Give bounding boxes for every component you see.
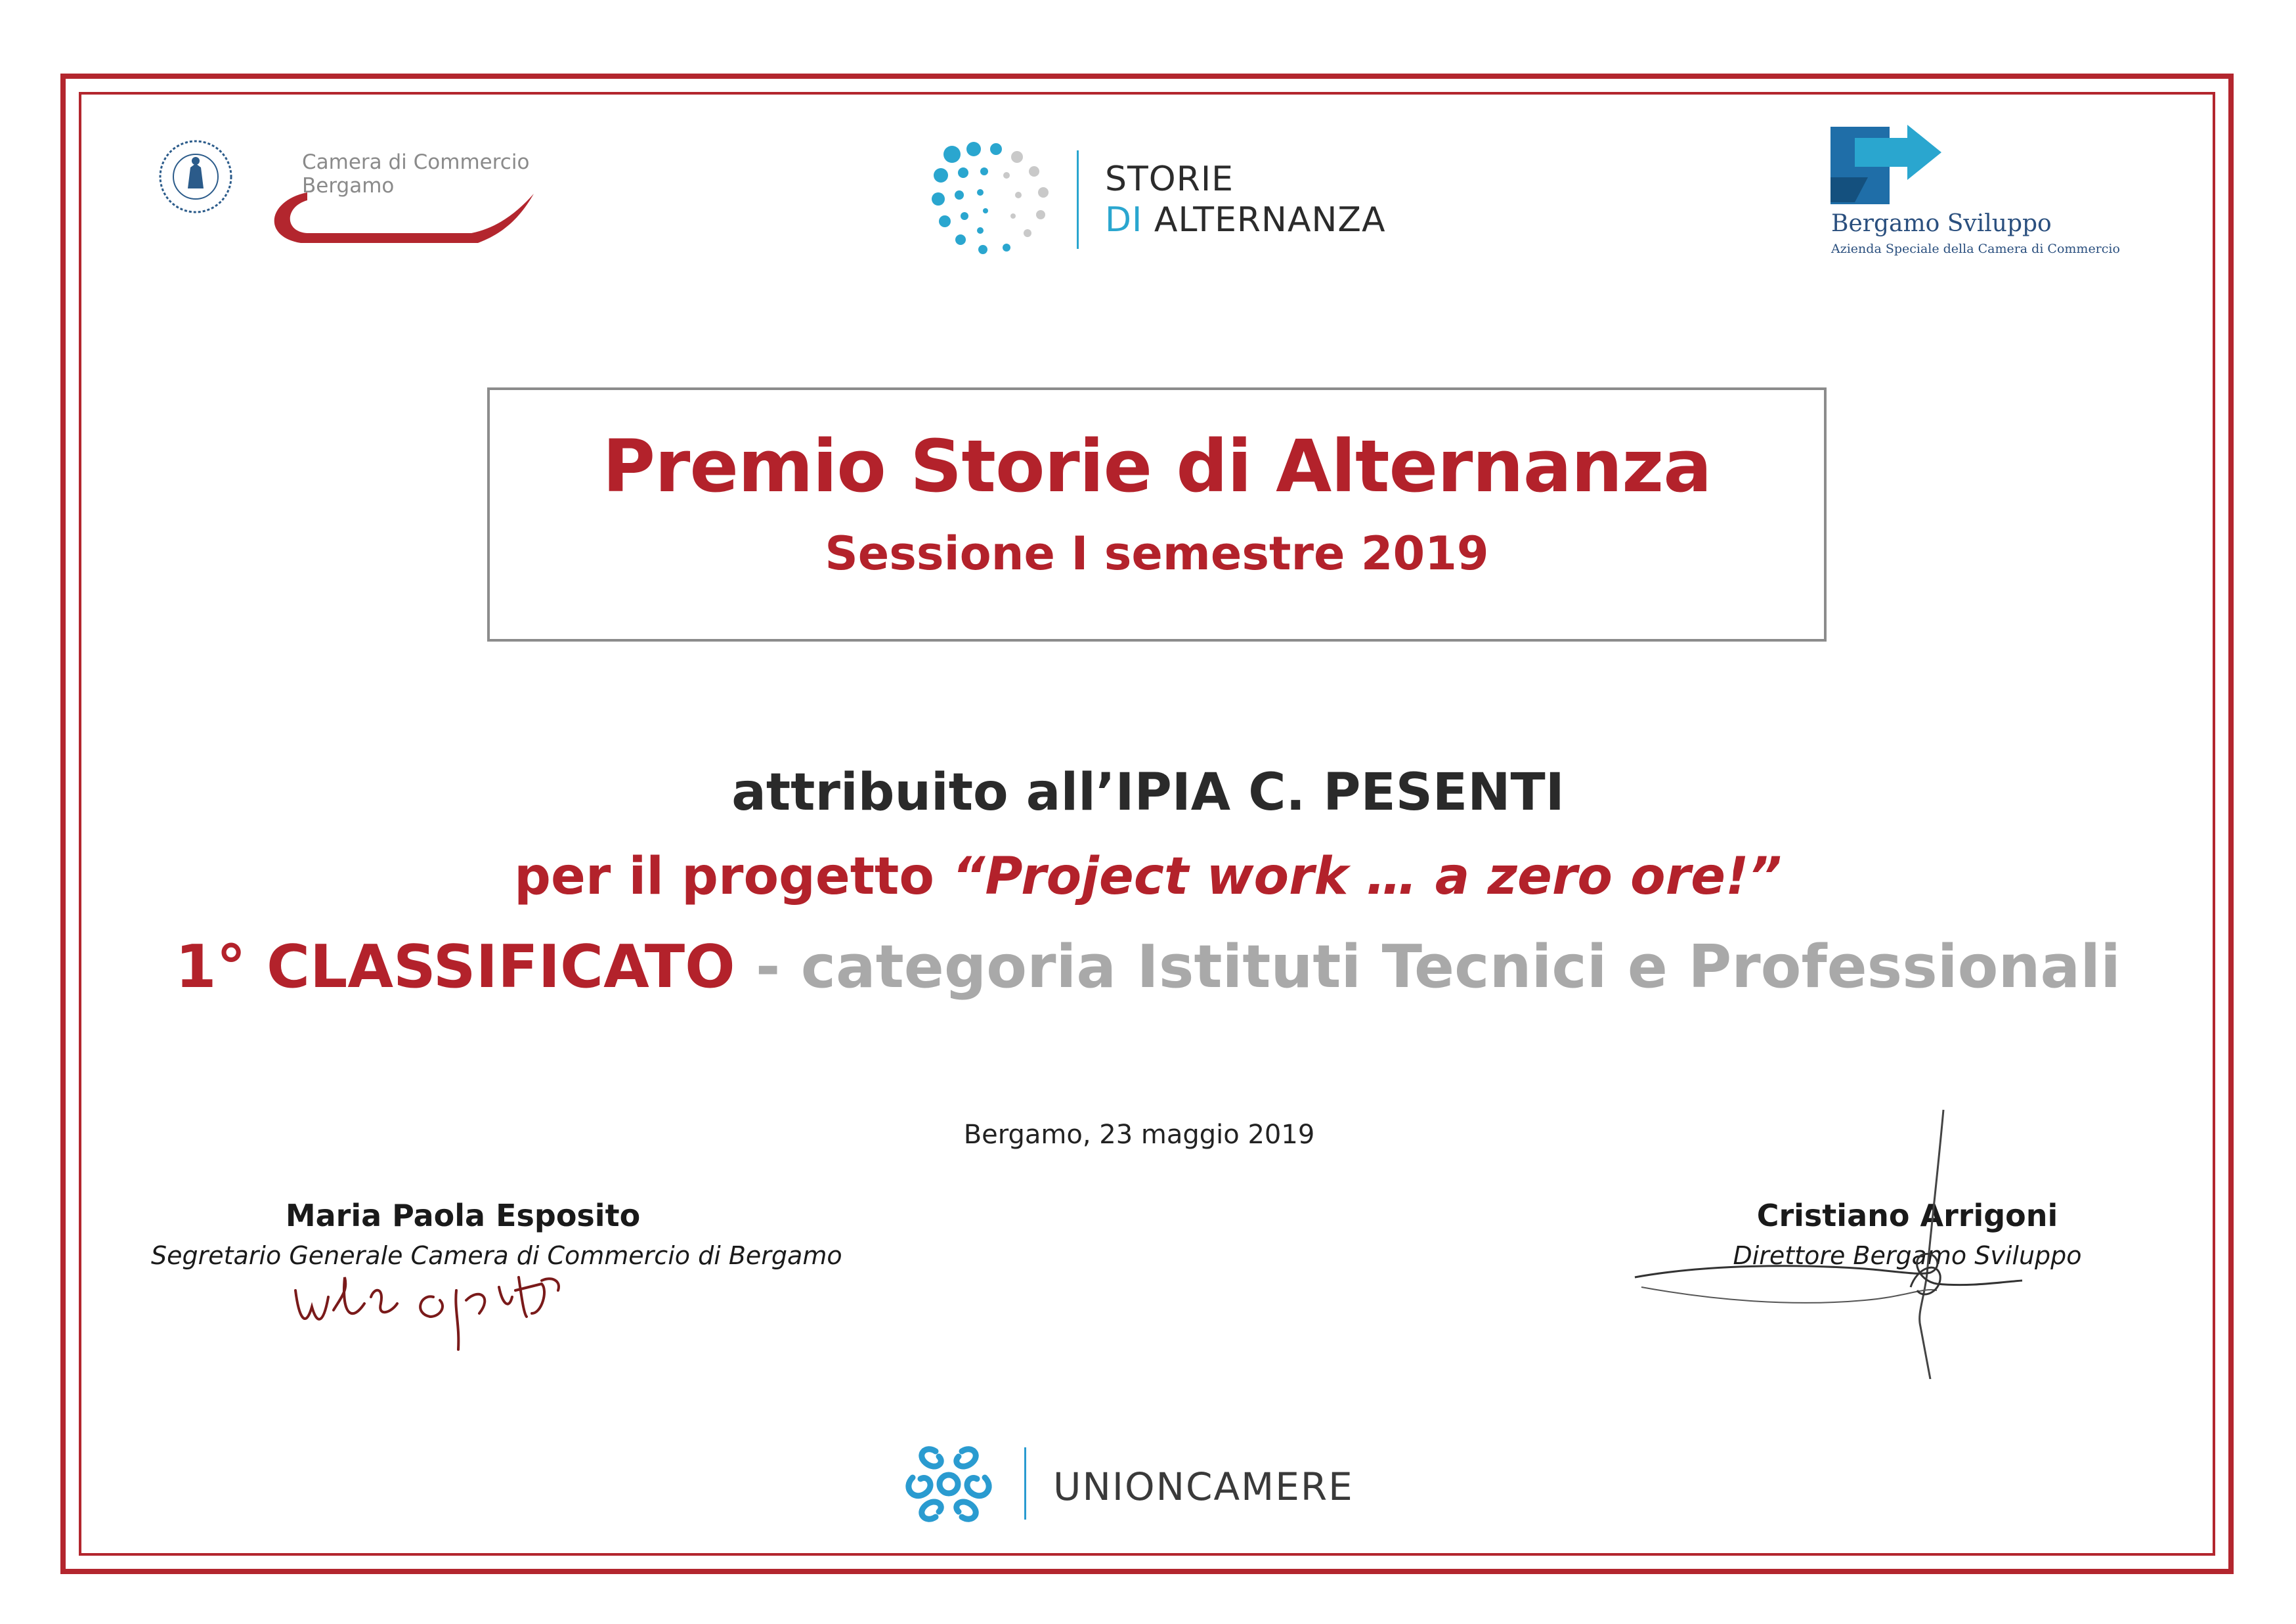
alternanza-text: DI ALTERNANZA (1105, 200, 1386, 240)
unioncamere-text: UNIONCAMERE (1053, 1464, 1354, 1509)
seal-icon (156, 137, 235, 216)
bergamo-sviluppo-name: Bergamo Sviluppo (1831, 210, 2052, 237)
unioncamere-logo (899, 1438, 1359, 1530)
knot-icon (899, 1438, 998, 1530)
left-signature (282, 1251, 611, 1363)
right-signatory-name: Cristiano Arrigoni (1756, 1198, 2058, 1233)
camera-commercio-text: Camera di Commercio Bergamo (302, 150, 530, 198)
right-signature (1628, 1103, 2035, 1379)
right-signatory-role: Direttore Bergamo Sviluppo (1733, 1241, 2082, 1270)
arrow-mark-icon (1829, 125, 1947, 207)
placement-line (0, 933, 2296, 1001)
award-title: Premio Storie di Alternanza (602, 424, 1712, 508)
award-session: Sessione I semestre 2019 (825, 527, 1489, 581)
recipient-line: attribuito all’IPIA C. PESENTI (731, 763, 1565, 822)
storie-alternanza-logo (922, 135, 1421, 266)
left-signatory-name: Maria Paola Esposito (285, 1198, 641, 1233)
placement: 1° CLASSIFICATO (175, 933, 735, 1001)
issue-date: Bergamo, 23 maggio 2019 (963, 1120, 1315, 1150)
logo-separator (1077, 150, 1079, 249)
swoosh-icon (255, 181, 544, 253)
left-signatory-role: Segretario Generale Camera di Commercio di Bergamo (151, 1241, 842, 1270)
title-box (487, 387, 1827, 642)
project-line: per il progetto “Project work … a zero ore!” (514, 847, 1782, 906)
bergamo-sviluppo-subtitle: Azienda Speciale della Camera di Commercio (1831, 242, 2120, 256)
bergamo-sviluppo-logo (1829, 125, 2137, 269)
camera-commercio-logo (156, 135, 550, 253)
logo-separator (1024, 1447, 1026, 1520)
dots-circle-icon (922, 135, 1067, 266)
category: - categoria Istituti Tecnici e Professionali (735, 933, 2121, 1001)
project-name: “Project work … a zero ore!” (952, 847, 1782, 906)
storie-text: STORIE (1105, 160, 1234, 199)
